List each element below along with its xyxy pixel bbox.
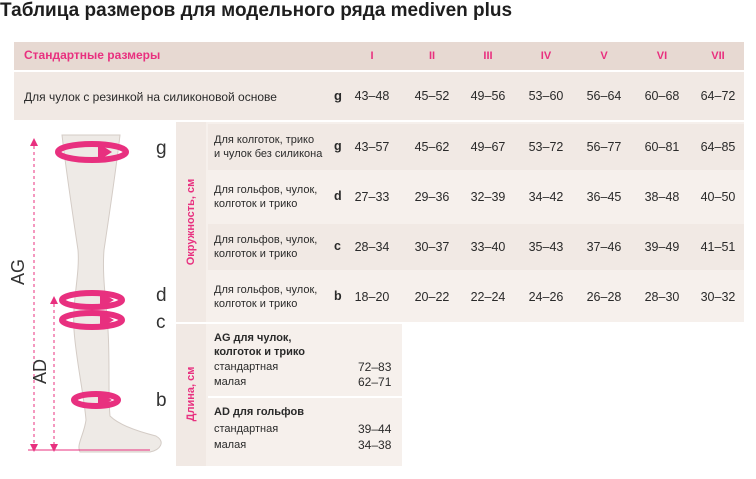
point-label-d: d	[156, 285, 167, 306]
length-group-label: Длина, см	[185, 366, 197, 422]
row-label-line2: колготок и трико	[214, 248, 298, 260]
silicone-value-4: 53–60	[528, 89, 564, 103]
circumference-value: 30–32	[700, 290, 736, 304]
circumference-value: 43–57	[354, 140, 390, 154]
circumference-value: 45–62	[414, 140, 450, 154]
circumference-value: 27–33	[354, 190, 390, 204]
row-label-line1: Для гольфов, чулок,	[214, 284, 318, 296]
size-header-2: II	[428, 50, 436, 62]
ag-small-label: малая	[214, 376, 247, 388]
row-letter: g	[334, 139, 342, 153]
circumference-value: 33–40	[470, 240, 506, 254]
point-label-g: g	[156, 138, 167, 159]
circumference-value: 39–49	[644, 240, 680, 254]
circumference-value: 60–81	[644, 140, 680, 154]
circumference-value: 56–77	[586, 140, 622, 154]
silicone-value-5: 56–64	[586, 89, 622, 103]
circumference-value: 41–51	[700, 240, 736, 254]
circumference-value: 29–36	[414, 190, 450, 204]
row-label-line2: колготок и трико	[214, 198, 298, 210]
circumference-value: 37–46	[586, 240, 622, 254]
point-label-b: b	[156, 390, 167, 411]
size-header-1: I	[370, 50, 374, 62]
size-header-6: VI	[656, 50, 668, 62]
row-label-line2: колготок и трико	[214, 298, 298, 310]
ad-heading1: AD для гольфов	[214, 406, 304, 418]
ag-small-value: 62–71	[358, 375, 392, 389]
row-letter: b	[334, 289, 342, 303]
silicone-row-letter: g	[334, 88, 342, 103]
length-block-ad	[208, 400, 402, 466]
silicone-row-label: Для чулок с резинкой на силиконовой основе	[24, 90, 277, 104]
ad-small-value: 34–38	[358, 438, 392, 452]
circumference-value: 38–48	[644, 190, 680, 204]
circumference-value: 30–37	[414, 240, 450, 254]
circumference-value: 24–26	[528, 290, 564, 304]
silicone-value-1: 43–48	[354, 89, 390, 103]
row-label-line1: Для колготок, трико	[214, 134, 315, 146]
row-label-line1: Для гольфов, чулок,	[214, 234, 318, 246]
circumference-value: 28–30	[644, 290, 680, 304]
circumference-value: 32–39	[470, 190, 506, 204]
leg-diagram	[0, 0, 176, 479]
silicone-value-6: 60–68	[644, 89, 680, 103]
silicone-value-7: 64–72	[700, 89, 736, 103]
page-title: Таблица размеров для модельного ряда mediven plus	[0, 0, 513, 21]
circumference-value: 64–85	[700, 140, 736, 154]
silicone-value-2: 45–52	[414, 89, 450, 103]
circumference-value: 28–34	[354, 240, 390, 254]
circumference-value: 26–28	[586, 290, 622, 304]
silicone-value-3: 49–56	[470, 89, 506, 103]
axis-label-ag: AG	[8, 258, 28, 285]
circumference-value: 36–45	[586, 190, 622, 204]
circumference-group-label: Окружность, см	[185, 178, 197, 266]
row-label-line1: Для гольфов, чулок,	[214, 184, 318, 196]
size-header-5: V	[600, 50, 608, 62]
ad-standard-value: 39–44	[358, 422, 392, 436]
size-header-4: IV	[540, 50, 552, 62]
point-label-c: c	[156, 312, 166, 333]
ad-standard-label: стандартная	[214, 423, 279, 435]
row-letter: c	[334, 239, 341, 253]
ag-heading2: колготок и трико	[214, 346, 305, 358]
row-letter: d	[334, 189, 342, 203]
ag-standard-label: стандартная	[214, 361, 279, 373]
circumference-value: 20–22	[414, 290, 450, 304]
ad-small-label: малая	[214, 439, 247, 451]
circumference-value: 53–72	[528, 140, 564, 154]
circumference-value: 49–67	[470, 140, 506, 154]
size-header-7: VII	[711, 50, 725, 62]
size-header-3: III	[483, 50, 493, 62]
ag-heading1: AG для чулок,	[214, 332, 292, 344]
length-divider	[208, 396, 402, 398]
header-label: Стандартные размеры	[24, 48, 161, 62]
row-label-line2: и чулок без силикона	[214, 148, 323, 160]
circumference-value: 34–42	[528, 190, 564, 204]
length-block-ag	[208, 326, 402, 394]
circumference-value: 22–24	[470, 290, 506, 304]
axis-label-ad: AD	[30, 358, 50, 384]
circumference-value: 40–50	[700, 190, 736, 204]
ag-standard-value: 72–83	[358, 360, 392, 374]
circumference-value: 35–43	[528, 240, 564, 254]
circumference-value: 18–20	[354, 290, 390, 304]
